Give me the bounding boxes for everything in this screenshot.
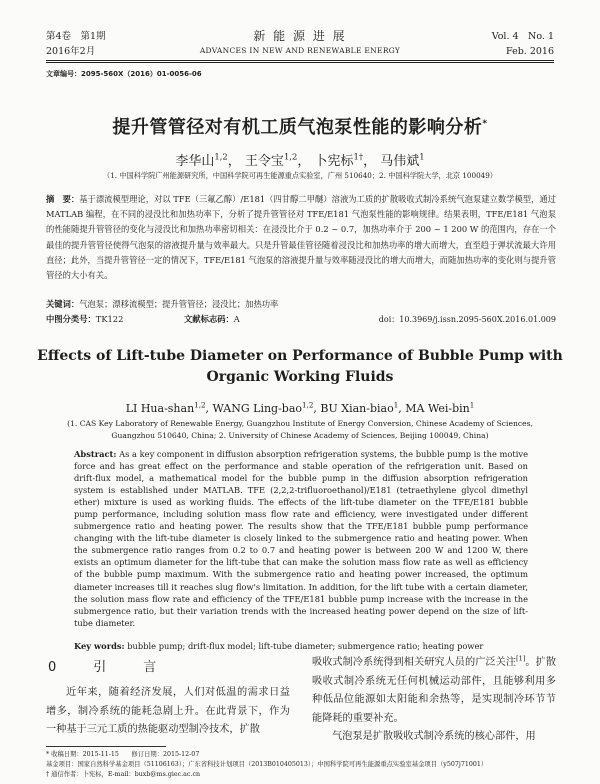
header-vol-issue-cn: 第4卷 第1期 [46, 31, 106, 42]
title-cn: 提升管管径对有机工质气泡泵性能的影响分析* [112, 117, 488, 138]
author-cn: 马伟斌$^1$ [380, 151, 425, 169]
classification-line [46, 312, 556, 327]
keywords-en: Key words: bubble pump; drift-flux model; lift-tube diameter; submergence ratio; heating power [74, 641, 484, 651]
footnote-rule [46, 746, 166, 747]
affiliation-cn: （1. 中国科学院广州能源研究所，中国科学院可再生能源重点实验室，广州 510640；2. 中国科学院大学，北京 100049） [103, 171, 497, 180]
header-date-cn: 2016年2月 [46, 46, 96, 57]
keywords-cn: 关键词：气泡泵；漂移流模型；提升管管径；浸没比；加热功率 [46, 299, 279, 309]
document-code: 文献标志码：A [184, 314, 240, 324]
body-left-column: 近年来，随着经济发展，人们对低温的需求日益增多，制冷系统的能耗急剧上升。在此背景下，作为一种基于三元工质的热能驱动型制冷技术，扩散 [46, 687, 290, 736]
author-cn: 王令宝$^{1,2}$ [244, 151, 298, 169]
body-right-paragraph-1: 吸收式制冷系统得到相关研究人员的广泛关注[1]。扩散吸收式制冷系统无任何机械运动部件，且能够利用多种低品位能源如太阳能和余热等，是实现制冷环节节能降耗的重要补充。 [312, 654, 557, 724]
authors-en [0, 402, 600, 415]
author-en: BU Xian-biao$^1$, [320, 400, 406, 415]
footnote-fund: 基金项目：国家自然科学基金项目（51106163）；广东省科技计划项目（2013B010405013）；中国科学院可再生能源重点实验室基金项目（y507j71001） [46, 761, 488, 768]
body-right-column [312, 654, 556, 747]
author-cn: 卜宪标$^{1\dagger}$ [314, 151, 364, 169]
journal-title-cn: 新 能 源 进 展 [253, 29, 347, 43]
title-en: Effects of Lift-tube Diameter on Performance of Bubble Pump with Organic Working Fluids [37, 348, 563, 385]
footnote-received: * 收稿日期：2015-11-15 修订日期：2015-12-07 [46, 751, 200, 758]
article-number: 文章编号：2095-560X（2016）01-0056-06 [46, 70, 202, 78]
keywords-cn-block [46, 297, 556, 327]
footnote-author: † 通信作者：卜宪标，E-mail：buxb@ms.giec.ac.cn [46, 771, 201, 778]
header-vol-issue-en: Vol. 4 No. 1 [491, 31, 554, 42]
author-en: MA Wei-bin$^1$ [405, 400, 475, 415]
doi: doi：10.3969/j.issn.2095-560X.2016.01.009 [378, 315, 556, 324]
affiliation-en: (1. CAS Key Laboratory of Renewable Energy, Guangzhou Institute of Energy Conversion, Chinese Academy of Sciences, Guangzhou 510640, China; 2. University of Chinese Academy of Sciences, Beijing 100049, China) [67, 419, 533, 440]
body-right-paragraph-2: 气泡泵是扩散吸收式制冷系统的核心部件，用 [332, 731, 536, 743]
clc-code: 中图分类号：TK122 [46, 314, 124, 324]
header-date-en: Feb. 2016 [506, 46, 554, 57]
header-rule-bottom [46, 62, 554, 63]
abstract-en: Abstract: As a key component in diffusion absorption refrigeration systems, the bubble pump is the motive force and has great effect on the performance and stable operation of the refrigeration unit. Based on drift-flux model, a mathematical model for the bubble pump in the diffusion absorption refrigeration system is established under MATLAB. TFE (2,2,2-trifluoroethanol)/E181 (tetraethylene glycol dimethyl ether) mixture is used as working fluids. The effects of the lift-tube diameter on the TFE/E181 bubble pump performance, including solution mass flow rate and efficiency, were investigated under different submergence ratio and heating power. The results show that the TFE/E181 bubble pump performance changing with the lift-tube diameter is closely linked to the submergence ratio and heating power. When the submergence ratio ranges from 0.2 to 0.7 and heating power is between 200 W and 1200 W, there exists an optimum diameter for the lift-tube that can make the solution mass flow rate as well as efficiency of the bubble pump maximum. With the submergence ratio and heating power increased, the optimum diameter increases till it reaches slug flow's limitation. In addition, for the lift tube with a certain diameter, the solution mass flow rate and efficiency of the TFE/E181 bubble pump increase with the increase in the submergence ratio, but their variation trends with the increased heating power depend on the size of lift-tube diameter. [74, 449, 528, 628]
header-rule-top [46, 60, 554, 61]
abstract-cn: 摘 要：基于漂流模型理论，对以 TFE（三氟乙醇）/E181（四甘醇二甲醚）溶液为工质的扩散吸收式制冷系统气泡泵建立数学模型，通过 MATLAB 编程，在不同的浸没比和加热功率下，分析了提升管管径对 TFE/E181 气泡泵性能的影响规律。结果表明，TFE/E181 气泡泵的性能随提升管管径的变化与浸没比和加热功率密切相关：在浸没比介于 0.2 ~ 0.7，加热功率介于 200 ~ 1 200 W 的范围内，存在一个最佳的提升管管径使得气泡泵的溶液提升量与效率最大。只是升管最佳管径随着浸没比和加热功率的增大而增大，直至趋于弹状流最大许用直径；此外，当提升管管径一定的情况下，TFE/E181 气泡泵的溶液提升量与效率随浸没比的增大而增大，而随加热功率的变化则与提升管管径的大小有关。 [46, 194, 556, 281]
author-en: WANG Ling-bao$^{1,2}$, [212, 400, 321, 415]
author-en: LI Hua-shan$^{1,2}$, [125, 400, 213, 415]
author-cn: 李华山$^{1,2}$ [175, 151, 228, 169]
section-heading: 0 引 言 [48, 660, 169, 675]
journal-title-en: ADVANCES IN NEW AND RENEWABLE ENERGY [199, 46, 401, 55]
authors-cn: 李华山$^{1,2}$， 王令宝$^{1,2}$， 卜宪标$^{1\dagger}$， 马伟斌$^1$ [175, 151, 425, 169]
